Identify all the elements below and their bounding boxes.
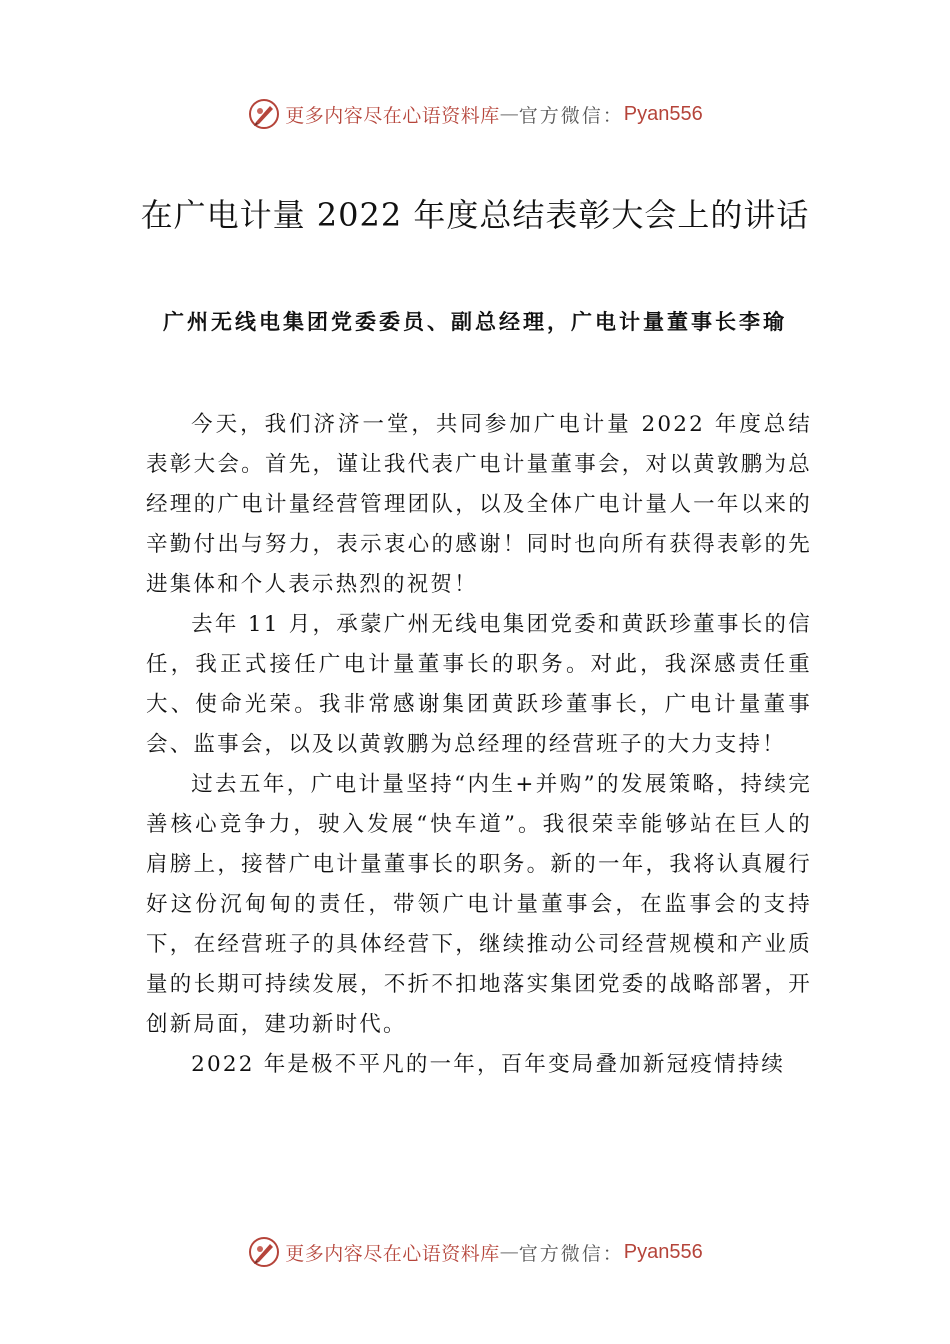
banner-dash: — [499, 103, 519, 125]
pen-logo-icon [247, 97, 281, 131]
document-body [146, 405, 812, 1085]
document-author: 广州无线电集团党委委员、副总经理，广电计量董事长李瑜 [163, 309, 787, 334]
wechat-label: 官方微信： [518, 1242, 624, 1265]
wechat-id: Pyan556 [623, 102, 703, 125]
brand-text: 更多内容尽在心语资料库 [285, 1242, 500, 1265]
brand-text: 更多内容尽在心语资料库 [285, 104, 500, 127]
pen-logo-icon [247, 1235, 281, 1269]
body-paragraph: 今天，我们济济一堂，共同参加广电计量 2022 年度总结表彰大会。首先，谨让我代表广电计量董事会，对以黄敦鹏为总经理的广电计量经营管理团队，以及全体广电计量人一年以来的辛勤付出与努力，表示衷心的感谢！同时也向所有获得表彰的先进集体和个人表示热烈的祝贺！ [146, 412, 812, 597]
document-title: 在广电计量 2022 年度总结表彰大会上的讲话 [140, 196, 810, 234]
body-paragraph: 去年 11 月，承蒙广州无线电集团党委和黄跃珍董事长的信任，我正式接任广电计量董事长的职务。对此，我深感责任重大、使命光荣。我非常感谢集团黄跃珍董事长，广电计量董事会、监事会，以及以黄敦鹏为总经理的经营班子的大力支持！ [146, 612, 812, 757]
wechat-label: 官方微信： [518, 104, 624, 127]
body-paragraph: 2022 年是极不平凡的一年，百年变局叠加新冠疫情持续 [191, 1052, 786, 1077]
banner-dash: — [499, 1241, 519, 1263]
header-watermark-banner [0, 94, 950, 134]
body-paragraph: 过去五年，广电计量坚持“内生+并购”的发展策略，持续完善核心竞争力，驶入发展“快车道”。我很荣幸能够站在巨人的肩膀上，接替广电计量董事长的职务。新的一年，我将认真履行好这份沉甸甸的责任，带领广电计量董事会，在监事会的支持下，在经营班子的具体经营下，继续推动公司经营规模和产业质量的长期可持续发展，不折不扣地落实集团党委的战略部署，开创新局面，建功新时代。 [146, 772, 812, 1037]
footer-watermark-banner [0, 1232, 950, 1272]
wechat-id: Pyan556 [623, 1240, 703, 1263]
